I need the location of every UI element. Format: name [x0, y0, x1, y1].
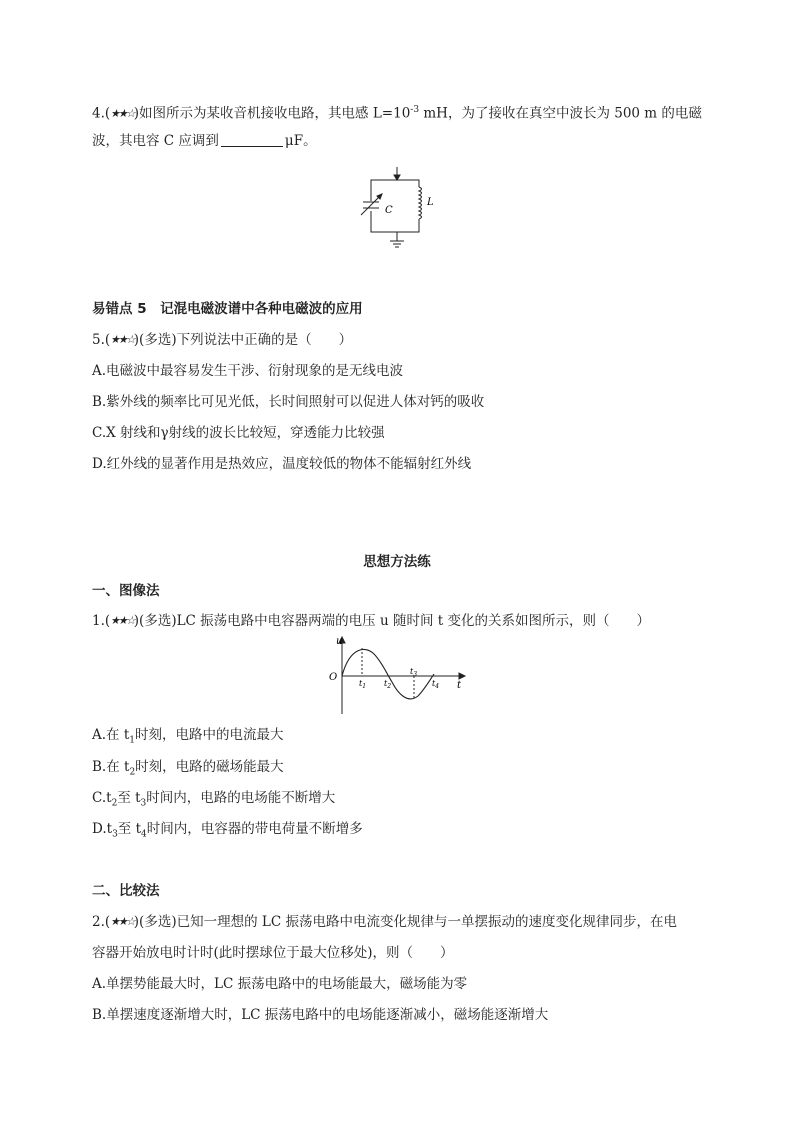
q4-number: 4. — [92, 105, 105, 122]
m-q1-option-d: $D.t_3$至 $t_4$时间内，电容器的带电荷量不断增多 — [92, 821, 363, 840]
m-q2-text-1: (多选)已知一理想的 LC 振荡电路中电流变化规律与一单摆振动的速度变化规律同步，在电 — [139, 914, 677, 930]
method1-title: 一、图像法 — [92, 583, 160, 599]
label-l: L — [427, 197, 434, 208]
difficulty-stars-icon: ★★☆ — [110, 614, 134, 627]
label-c: C — [385, 205, 393, 216]
voltage-time-graph — [322, 634, 472, 716]
q4-text-b: mH，为了接收在真空中波长为 500 m 的电磁 — [419, 105, 702, 122]
origin-label: O — [329, 672, 338, 683]
difficulty-stars-icon: ★★☆ — [110, 106, 134, 120]
tick-t1: $t_1$ — [359, 679, 367, 690]
m-q2-option-b: B.单摆速度逐渐增大时，LC 振荡电路中的电场能逐渐减小，磁场能逐渐增大 — [92, 1007, 549, 1023]
m-q2-line1: 2.(★★☆)(多选)已知一理想的 LC 振荡电路中电流变化规律与一单摆振动的速度变化规律同步，在电 — [92, 914, 677, 930]
section5-title: 易错点 5 记混电磁波谱中各种电磁波的应用 — [92, 301, 363, 317]
q5-option-a: A.电磁波中最容易发生干涉、衍射现象的是无线电波 — [92, 363, 404, 379]
m-q1-number: 1. — [92, 613, 105, 629]
difficulty-stars-icon: ★★☆ — [110, 915, 134, 928]
voltage-curve — [342, 649, 434, 698]
tick-t4: $t_4$ — [432, 679, 440, 690]
q5-line: 5.(★★☆)(多选)下列说法中正确的是（ ） — [92, 332, 353, 348]
difficulty-stars-icon: ★★☆ — [110, 333, 134, 346]
q5-number: 5. — [92, 332, 105, 348]
lc-circuit-diagram — [355, 163, 445, 258]
q4-line1: 4.(★★☆)如图所示为某收音机接收电路，其电感 $L=10^{-3}$ mH，为了接收在真空中波长为 500 m 的电磁 — [92, 105, 702, 122]
q4-exponent: -3 — [410, 105, 420, 115]
methods-title: 思想方法练 — [363, 554, 431, 570]
tick-t2: $t_2$ — [384, 679, 392, 690]
q4-line2-b: μF。 — [284, 133, 317, 149]
q4-text-a: 如图所示为某收音机接收电路，其电感 L=10 — [139, 105, 411, 122]
m-q2-number: 2. — [92, 914, 105, 930]
method2-title: 二、比较法 — [92, 883, 160, 899]
answer-blank[interactable] — [221, 132, 283, 147]
m-q1-line: 1.(★★☆)(多选)LC 振荡电路中电容器两端的电压 u 随时间 t 变化的关系如图所示，则（ ） — [92, 613, 650, 629]
m-q2-option-a: A.单摆势能最大时，LC 振荡电路中的电场能最大，磁场能为零 — [92, 976, 468, 992]
input-arrow-icon — [394, 175, 400, 180]
y-label: u — [336, 636, 343, 647]
m-q1-text: (多选)LC 振荡电路中电容器两端的电压 u 随时间 t 变化的关系如图所示，则（ ） — [139, 613, 650, 629]
m-q1-option-c: $C.t_2$至 $t_3$时间内，电路的电场能不断增大 — [92, 790, 336, 809]
q5-option-d: D.红外线的显著作用是热效应，温度较低的物体不能辐射红外线 — [92, 456, 472, 472]
q5-option-c: C.X 射线和γ射线的波长比较短，穿透能力比较强 — [92, 425, 385, 441]
q5-text: (多选)下列说法中正确的是（ ） — [139, 332, 353, 348]
q5-option-b: B.紫外线的频率比可见光低，长时间照射可以促进人体对钙的吸收 — [92, 394, 485, 410]
m-q2-line2: 容器开始放电时计时(此时摆球位于最大位移处)，则（ ） — [92, 945, 454, 961]
m-q1-option-a: A.在 $t_1$时刻，电路中的电流最大 — [92, 727, 284, 746]
m-q1-option-b: B.在 $t_2$时刻，电路的磁场能最大 — [92, 759, 284, 778]
q4-line2-a: 波，其电容 C 应调到 — [92, 133, 219, 149]
x-label: t — [457, 680, 462, 691]
q4-line2 — [92, 131, 317, 151]
tick-t3: $t_3$ — [410, 667, 418, 678]
